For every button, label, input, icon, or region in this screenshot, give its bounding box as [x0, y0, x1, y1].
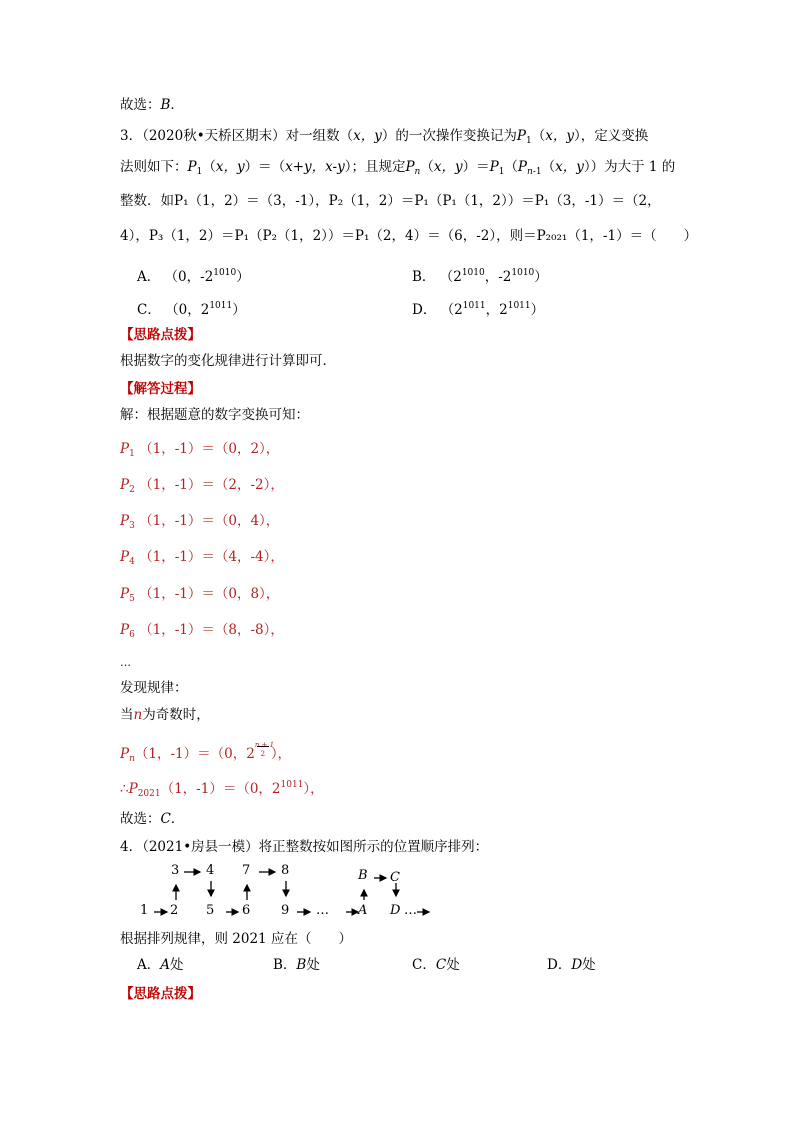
- text: 对一组数（: [285, 128, 354, 144]
- option-letter: B: [296, 957, 307, 973]
- option-label: C．: [412, 957, 436, 973]
- step-row: $P_6$ （1，-1）＝（8，-8），: [120, 622, 284, 640]
- step-row: $P_3$ （1，-1）＝（0，4），: [120, 513, 280, 531]
- exponent: 1010: [511, 268, 535, 278]
- option-a: [137, 264, 250, 286]
- q4-stem: [120, 838, 488, 856]
- text: ）的一次操作变换记为: [381, 128, 517, 144]
- question-number: 4．: [120, 839, 143, 855]
- exponent: 1011: [507, 301, 531, 311]
- q4-option-c: [412, 956, 460, 974]
- rule-formula: [120, 740, 291, 768]
- exponent-fraction: [254, 740, 275, 758]
- step-row: $P_5$ （1，-1）＝（0，8），: [120, 586, 280, 604]
- subscript: 3: [129, 521, 135, 531]
- text: （1，-1）＝（0，2: [134, 746, 255, 762]
- variables: x，y: [215, 159, 245, 175]
- exponent: 1011: [280, 780, 304, 790]
- option-text: 处: [306, 957, 320, 973]
- subscript: 2: [129, 485, 135, 495]
- option-text: ）: [236, 269, 250, 285]
- diagram-number: 2: [170, 903, 179, 918]
- diagram-ellipsis: …: [404, 903, 417, 918]
- p-symbol: $P_n$: [405, 159, 421, 177]
- conclusion: $\therefore P_{2021}(1$，-1）＝（0，$2^{1011}$），: [120, 780, 324, 799]
- answer-letter: C: [160, 811, 171, 827]
- q4-option-a: [137, 956, 184, 974]
- option-text: （0，2: [165, 302, 210, 318]
- option-text: ，-2: [484, 269, 512, 285]
- text: 当: [120, 707, 134, 723]
- q2-answer: 故选：B．: [120, 97, 184, 113]
- diagram-number: 5: [206, 903, 215, 918]
- p1-symbol: P: [516, 128, 527, 144]
- q3-stem-line4: [120, 227, 697, 245]
- variable-n: n: [133, 707, 143, 723]
- text: （: [420, 159, 434, 175]
- text: ），: [270, 746, 292, 762]
- text: 法则如下：: [120, 159, 188, 175]
- answer-letter: B: [160, 97, 171, 113]
- text: （: [504, 159, 518, 175]
- diagram-letter: B: [358, 868, 368, 883]
- p-symbol: $P_n$: [517, 159, 533, 177]
- solution-tag: 【解答过程】: [120, 381, 201, 397]
- p-symbol: $P_n$: [120, 746, 135, 764]
- option-letter: D: [571, 957, 583, 973]
- option-text: ）: [232, 302, 246, 318]
- diagram-number: 9: [281, 903, 290, 918]
- step-text: （1，-1）＝（8，-8），: [139, 622, 284, 638]
- question-number: 3．: [120, 128, 143, 144]
- option-letter: A: [160, 957, 170, 973]
- text: （: [541, 159, 556, 175]
- hint-tag: 【思路点拨】: [120, 327, 201, 343]
- q3-stem-line2: 法则如下：$P_1(x$，y）＝（x+y，x-y）；且规定$P_n(x$，$y)=P_1(P_{n-1}(x$，y））为大于 1 的: [120, 159, 676, 177]
- text: ），: [303, 781, 324, 797]
- fraction-denominator: 2: [260, 750, 266, 758]
- subscript: 1: [129, 449, 135, 459]
- diagram-number: 4: [206, 863, 215, 878]
- option-text: ）: [534, 269, 548, 285]
- p-symbol: P: [187, 159, 197, 175]
- q4-question: 根据排列规律，则 2021 应在（ ）: [120, 931, 352, 947]
- option-c: [137, 297, 246, 319]
- option-label: C．: [137, 302, 161, 318]
- text: ））为大于 1 的: [583, 159, 676, 175]
- exponent: 1011: [209, 301, 233, 311]
- option-label: D．: [412, 302, 437, 318]
- option-label: A．: [137, 269, 161, 285]
- q4-hint-tag: 【思路点拨】: [120, 986, 201, 1002]
- step-text: （1，-1）＝（4，-4），: [139, 549, 284, 565]
- p-symbol: P: [128, 781, 138, 797]
- text: 整数．如P₁（1，2）＝（3，-1），P₂（1，2）＝P₁（P₁（1，2））＝P₁（3，-1）＝（2，: [120, 193, 661, 209]
- question-source: （2021•房县一模）: [142, 839, 259, 855]
- text: （: [531, 128, 546, 144]
- diagram-number: 1: [140, 903, 149, 918]
- option-b: [412, 264, 548, 286]
- exponent: 1010: [461, 268, 485, 278]
- option-text: 处: [582, 957, 596, 973]
- diagram-letter: A: [358, 903, 368, 918]
- solution-intro: 解：根据题意的数字变换可知：: [120, 407, 309, 423]
- exponent: 1010: [213, 268, 237, 278]
- rule-title: 发现规律：: [120, 680, 188, 696]
- q3-stem-line3: [120, 192, 661, 210]
- text: 为奇数时，: [142, 707, 210, 723]
- rule-condition: [120, 706, 210, 724]
- option-label: A．: [137, 957, 161, 973]
- step-text: （1，-1）＝（0，4），: [139, 513, 280, 529]
- option-text: ）: [530, 302, 545, 318]
- diagram-letter: C: [390, 870, 400, 885]
- subscript: 6: [129, 630, 135, 640]
- option-label: B．: [273, 957, 297, 973]
- subscript: 5: [129, 594, 135, 604]
- text: 将正整数按如图所示的位置顺序排列：: [258, 839, 489, 855]
- diagram-number: 3: [171, 863, 180, 878]
- diagram-number: 8: [281, 863, 290, 878]
- text: （1，-1）＝（0，2: [160, 781, 281, 797]
- step-text: （1，-1）＝（2，-2），: [139, 477, 284, 493]
- text: 4），P₃（1，2）＝P₁（P₂（1，2））＝P₁（2，4）＝（6，-2），则＝P₂₀₂₁（1，-1）＝（ ）: [120, 228, 698, 244]
- ellipsis: …: [120, 656, 131, 669]
- q3-stem-line1: 3．（2020秋•天桥区期末）对一组数（x，y）的一次操作变换记为$P_1(x$，y），定义变换: [120, 128, 649, 146]
- option-text: 处: [170, 957, 184, 973]
- answer-prefix: 故选：: [120, 811, 161, 827]
- option-label: B．: [412, 269, 436, 285]
- variables: x，y: [353, 128, 382, 144]
- variables: x+y，x-y: [285, 159, 345, 175]
- q4-option-b: [273, 956, 320, 974]
- hint-text: 根据数字的变化规律进行计算即可．: [120, 353, 336, 369]
- p-symbol: P: [489, 159, 499, 175]
- step-text: （1，-1）＝（0，8），: [139, 586, 280, 602]
- text: ），定义变换: [574, 128, 649, 144]
- option-text: （2: [440, 302, 463, 318]
- subscript: 4: [129, 557, 135, 567]
- exponent: 1011: [462, 301, 486, 311]
- diagram-number: 6: [242, 903, 251, 918]
- option-letter: C: [435, 957, 447, 973]
- step-row: $P_4$ （1，-1）＝（4，-4），: [120, 549, 284, 567]
- therefore-symbol: ∴: [120, 781, 129, 797]
- diagram-letter: D: [390, 903, 401, 918]
- option-label: D．: [547, 957, 572, 973]
- text: （: [202, 159, 216, 175]
- diagram-number: 7: [242, 863, 251, 878]
- text: ）；且规定: [344, 159, 406, 175]
- step-text: （1，-1）＝（0，2），: [139, 441, 280, 457]
- question-source: （2020秋•天桥区期末）: [142, 128, 286, 144]
- option-text: ，2: [485, 302, 508, 318]
- option-text: 处: [446, 957, 460, 973]
- variables: x，y: [555, 159, 584, 175]
- q4-option-d: [547, 956, 596, 974]
- option-text: （0，-2: [164, 269, 214, 285]
- variables: x，y: [545, 128, 574, 144]
- variables: x，y: [433, 159, 463, 175]
- text: ）＝（: [244, 159, 286, 175]
- answer-prefix: 故选：: [120, 97, 161, 113]
- diagram-ellipsis: …: [316, 903, 329, 918]
- fraction-numerator: n + 1: [254, 741, 275, 749]
- text: ）＝: [462, 159, 490, 175]
- option-text: （2: [439, 269, 462, 285]
- number-arrangement-diagram: [120, 858, 440, 924]
- option-d: [412, 297, 544, 319]
- text: ．: [170, 811, 185, 827]
- step-row: $P_1$ （1，-1）＝（0，2），: [120, 441, 280, 459]
- q3-answer: [120, 810, 184, 828]
- step-row: $P_2$ （1，-1）＝（2，-2），: [120, 477, 284, 495]
